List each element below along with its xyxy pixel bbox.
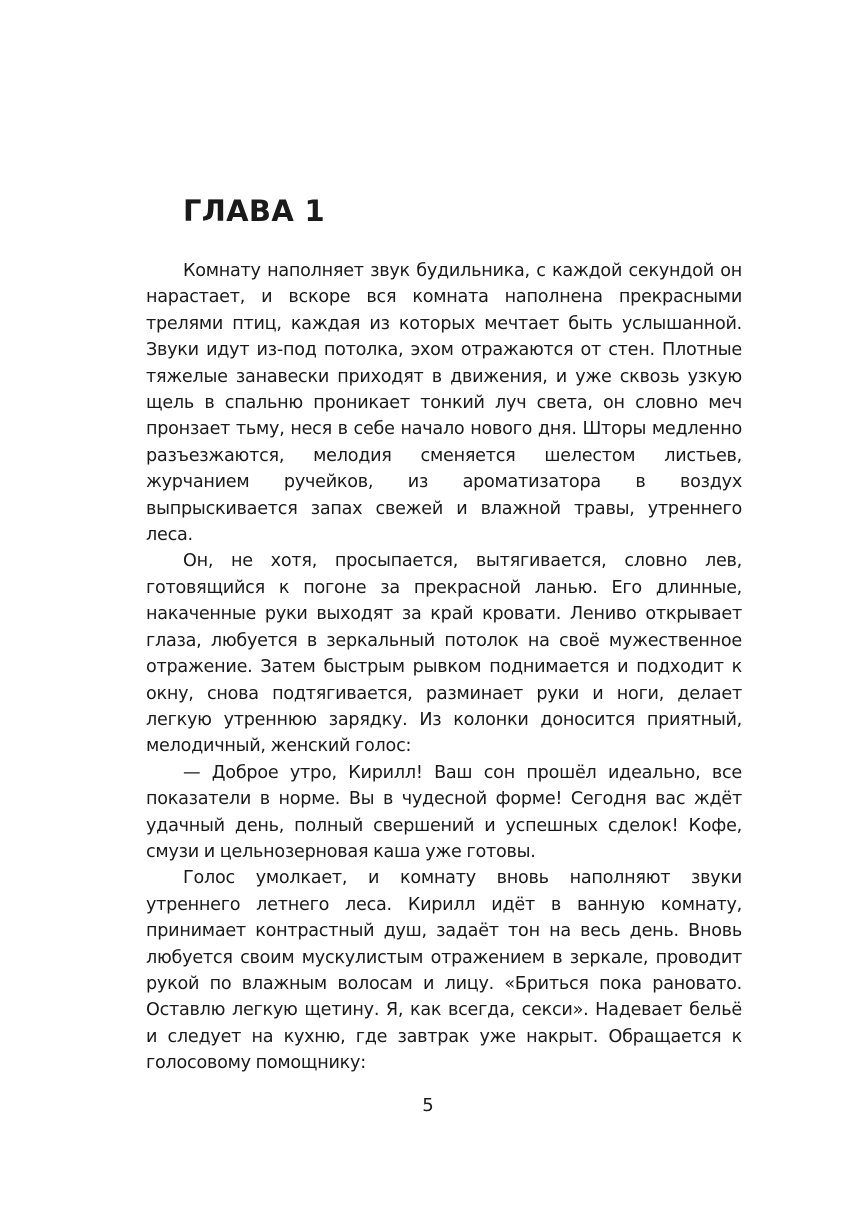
page-number: 5 [422,1095,434,1116]
paragraph-alarm: Комнату наполняет звук будильника, с каждой секундой он нарастает, и вскоре вся комната наполнена прекрасными трелями птиц, каждая из которых мечтает быть услышанной. Звуки идут из-под потолка, эхом отражаются от стен. Плотные тяжелые занавески приходят в движения, и уже сквозь узкую щель в спальню проникает тонкий луч света, он словно меч пронзает тьму, неся в себе начало нового дня. Шторы медленно разъезжаются, мелодия сменяется шелестом листьев, журчанием ручейков, из ароматизатора в воздух выпрыскивается запах свежей и влажной травы, утреннего леса. [146,261,742,546]
paragraph-waking: Он, не хотя, просыпается, вытягивается, словно лев, готовящийся к погоне за прекрасной ланью. Его длинные, накаченные руки выходят за край кровати. Лениво открывает глаза, любуется в зеркальный потолок на своё мужественное отражение. Затем быстрым рывком поднимается и подходит к окну, снова подтягивается, разминает руки и ноги, делает легкую утреннюю зарядку. Из колонки доносится приятный, мелодичный, женский голос: [146,551,742,757]
paragraph-voice-greeting: — Доброе утро, Кирилл! Ваш сон прошёл идеально, все показатели в норме. Вы в чудесной форме! Сегодня вас ждёт удачный день, полный свершений и успешных сделок! Кофе, смузи и цельнозерновая каша уже готовы. [146,762,742,862]
paragraph-morning-routine: Голос умолкает, и комнату вновь наполняют звуки утреннего летнего леса. Кирилл идёт в ванную комнату, принимает контрастный душ, задаёт тон на весь день. Вновь любуется своим мускулистым отражением в зеркале, проводит рукой по влажным волосам и лицу. «Бриться пока рановато. Оставлю легкую щетину. Я, как всегда, секси». Надевает бельё и следует на кухню, где завтрак уже накрыт. Обращается к голосовому помощнику: [146,868,742,1074]
chapter-title: ГЛАВА 1 [183,194,325,228]
chapter-body [146,258,742,1077]
